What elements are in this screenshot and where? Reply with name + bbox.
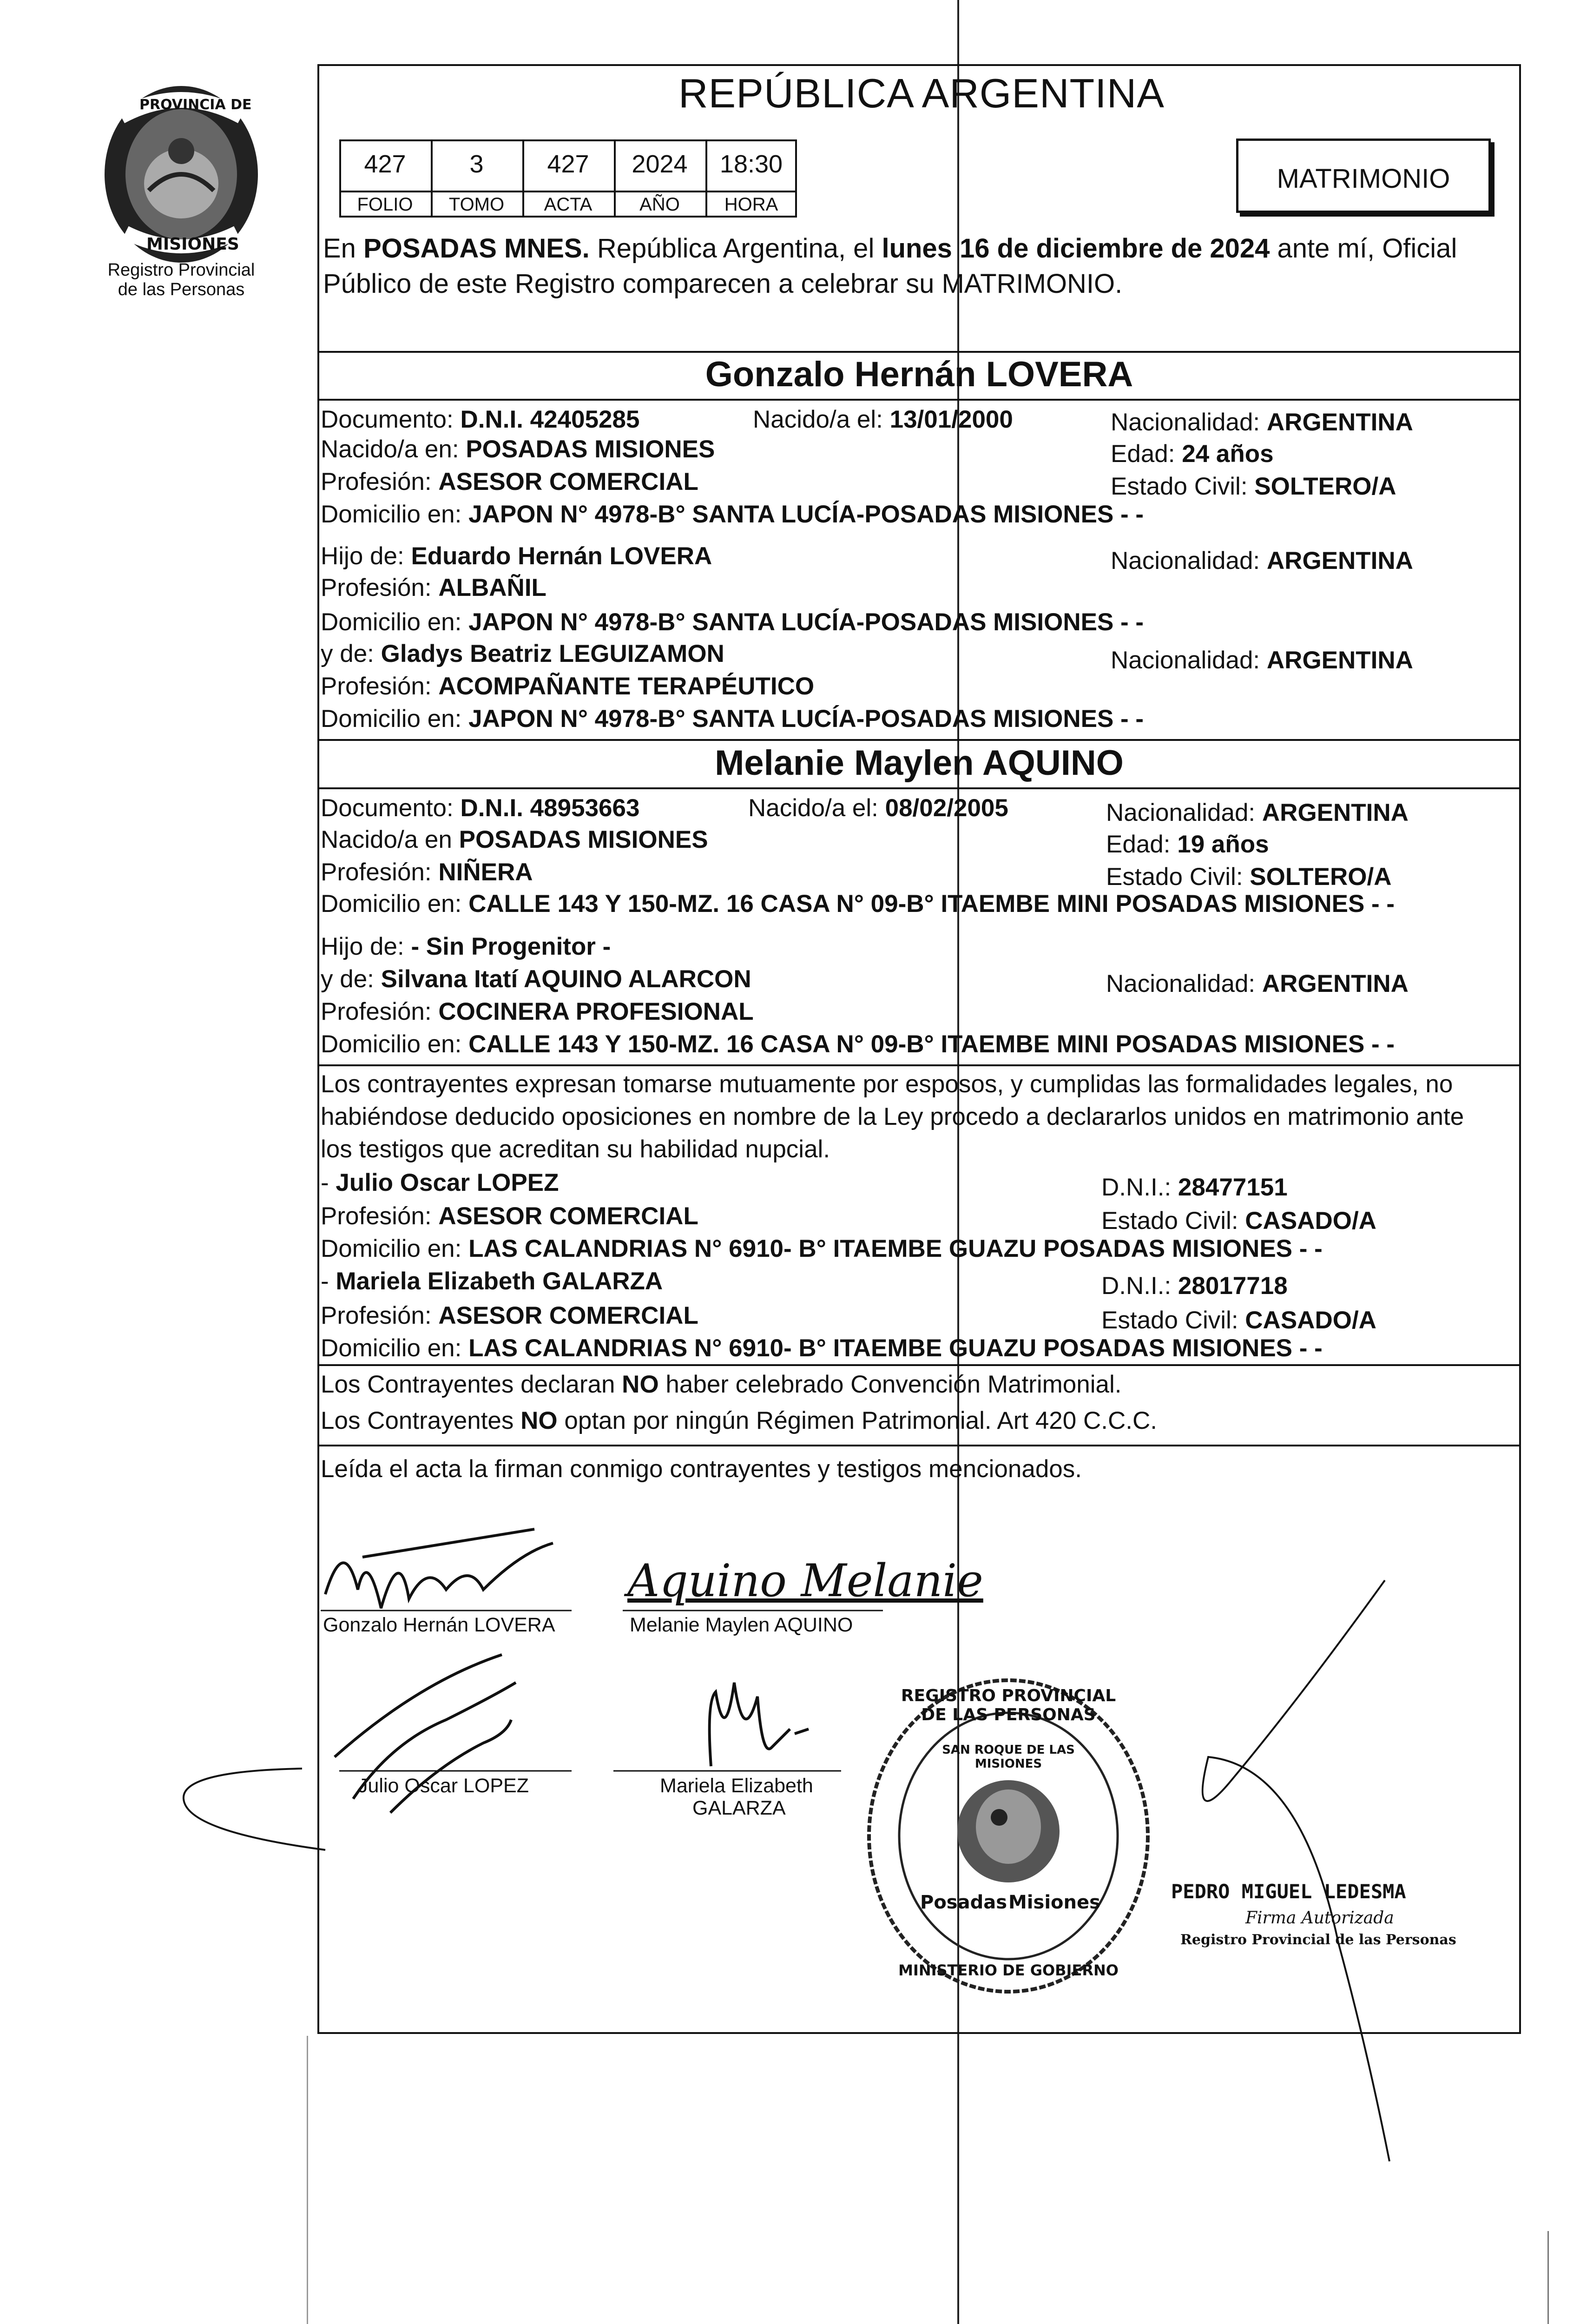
declaration-line-1: Los contrayentes expresan tomarse mutuamente por esposos, y cumplidas las formalidades legales, no xyxy=(321,1070,1453,1098)
stamp-ministry: MINISTERIO DE GOBIERNO xyxy=(898,1961,1119,1979)
witness1-signature-caption: Julio Oscar LOPEZ xyxy=(358,1775,529,1797)
conventions-line1-text-a: Los Contrayentes declaran xyxy=(321,1371,622,1398)
intro-line-2: Público de este Registro comparecen a celebrar su MATRIMONIO. xyxy=(323,269,1123,299)
spouse2-document xyxy=(321,794,639,823)
spouse2-father xyxy=(321,932,611,961)
conventions-line-1 xyxy=(321,1370,1121,1399)
witness1-civil-status xyxy=(1101,1207,1376,1235)
spouse2-birthplace-label: Nacido/a en xyxy=(321,826,459,853)
spouse2-mother-address-label: Domicilio en: xyxy=(321,1030,469,1058)
spouse1-father-profession-label: Profesión: xyxy=(321,574,439,601)
spouse1-father-label: Hijo de: xyxy=(321,542,411,570)
spouse2-mother-profession-value: COCINERA PROFESIONAL xyxy=(438,998,754,1025)
hora-value: 18:30 xyxy=(719,150,783,178)
spouse1-age-label: Edad: xyxy=(1111,440,1182,468)
witness1-dni-value: 28477151 xyxy=(1178,1174,1288,1201)
stamp-province: Misiones xyxy=(1008,1892,1100,1913)
spouse1-signature-caption: Gonzalo Hernán LOVERA xyxy=(323,1614,555,1636)
spouse1-top-rule xyxy=(317,351,1521,353)
spouse2-birthdate-value: 08/02/2005 xyxy=(885,794,1008,822)
spouse1-civil-status-value: SOLTERO/A xyxy=(1254,473,1396,500)
tomo-value: 3 xyxy=(469,150,484,178)
witness1-profession xyxy=(321,1202,698,1231)
spouse2-civil-status-value: SOLTERO/A xyxy=(1250,863,1392,891)
intro-date: lunes 16 de diciembre de 2024 xyxy=(882,233,1270,264)
witness1-address-value: LAS CALANDRIAS N° 6910- B° ITAEMBE GUAZU POSADAS MISIONES - - xyxy=(468,1235,1323,1262)
officer-stamp-name: PEDRO MIGUEL LEDESMA xyxy=(1171,1880,1406,1903)
spouse1-father-nationality-value: ARGENTINA xyxy=(1266,547,1413,574)
spouse2-top-rule xyxy=(317,739,1521,741)
witness1-address xyxy=(321,1235,1323,1263)
spouse2-father-name: - Sin Progenitor - xyxy=(411,933,611,960)
spouse1-nationality xyxy=(1111,408,1413,437)
spouse1-father xyxy=(321,542,712,571)
witness2-civil-status-value: CASADO/A xyxy=(1245,1307,1376,1334)
spouse1-age xyxy=(1111,440,1274,469)
spouse1-civil-status-label: Estado Civil: xyxy=(1111,473,1255,500)
conventions-top-rule xyxy=(317,1364,1521,1366)
conventions-line1-text-b: haber celebrado Convención Matrimonial. xyxy=(658,1371,1122,1398)
spouse2-document-value: D.N.I. 48953663 xyxy=(460,794,640,822)
spouse1-profession-label: Profesión: xyxy=(321,468,439,495)
witness2-signature-caption-1: Mariela Elizabeth xyxy=(660,1775,813,1797)
anio-value: 2024 xyxy=(632,150,688,178)
spouse1-profession xyxy=(321,468,698,496)
spouse1-address-label: Domicilio en: xyxy=(321,501,469,528)
spouse2-mother-nationality-value: ARGENTINA xyxy=(1262,970,1409,997)
conventions-line-2 xyxy=(321,1406,1157,1435)
spouse1-father-address-value: JAPON N° 4978-B° SANTA LUCÍA-POSADAS MISIONES - - xyxy=(468,608,1144,636)
spouse1-address-value: JAPON N° 4978-B° SANTA LUCÍA-POSADAS MISIONES - - xyxy=(468,501,1144,528)
spouse1-birthdate xyxy=(753,405,1013,434)
stamp-city: Posadas xyxy=(920,1892,1007,1913)
spouse1-father-profession-value: ALBAÑIL xyxy=(438,574,546,601)
spouse1-mother-name: Gladys Beatriz LEGUIZAMON xyxy=(381,640,724,667)
witness2-profession-label: Profesión: xyxy=(321,1302,439,1329)
spouse1-mother-address-value: JAPON N° 4978-B° SANTA LUCÍA-POSADAS MISIONES - - xyxy=(468,705,1144,733)
spouse1-mother-profession xyxy=(321,672,814,701)
spouse2-name-rule xyxy=(317,787,1521,789)
conventions-line2-text-a: Los Contrayentes xyxy=(321,1407,521,1434)
spouse1-document-label: Documento: xyxy=(321,406,461,433)
spouse2-profession-label: Profesión: xyxy=(321,858,439,886)
hora-label: HORA xyxy=(724,194,778,215)
spouse2-document-label: Documento: xyxy=(321,794,461,822)
declaration-line-2: habiéndose deducido oposiciones en nombre de la Ley procedo a declararlos unidos en matrimonio ante xyxy=(321,1103,1464,1130)
spouse2-name: Melanie Maylen AQUINO xyxy=(715,743,1124,783)
spouse2-profession-value: NIÑERA xyxy=(438,858,533,886)
witness2-civil-status xyxy=(1101,1306,1376,1335)
intro-place: POSADAS MNES. xyxy=(363,233,590,264)
spouse2-age-value: 19 años xyxy=(1177,831,1269,858)
spouse1-mother-profession-value: ACOMPAÑANTE TERAPÉUTICO xyxy=(438,673,815,700)
spouse2-mother-label: y de: xyxy=(321,965,381,993)
witness1-dni xyxy=(1101,1173,1288,1202)
witness1-dni-label: D.N.I.: xyxy=(1101,1174,1178,1201)
seal-text-bottom: MISIONES xyxy=(146,235,239,254)
spouse2-civil-status xyxy=(1106,863,1392,891)
spouse2-age-label: Edad: xyxy=(1106,831,1178,858)
spouse2-nationality-label: Nacionalidad: xyxy=(1106,799,1262,826)
witness1-civil-status-label: Estado Civil: xyxy=(1101,1207,1245,1235)
spouse1-mother xyxy=(321,640,724,668)
spouse2-address xyxy=(321,890,1395,918)
acta-label: ACTA xyxy=(544,194,592,215)
spouse2-signature-caption: Melanie Maylen AQUINO xyxy=(630,1614,853,1636)
witness2-address-label: Domicilio en: xyxy=(321,1334,469,1362)
witness2-name-value: Mariela Elizabeth GALARZA xyxy=(336,1268,663,1295)
declaration-line-3: los testigos que acreditan su habilidad nupcial. xyxy=(321,1136,830,1163)
spouse1-name: Gonzalo Hernán LOVERA xyxy=(705,355,1133,394)
spouse2-address-label: Domicilio en: xyxy=(321,890,469,918)
spouse2-age xyxy=(1106,830,1269,859)
registry-logo xyxy=(84,74,279,307)
witness1-name xyxy=(321,1169,559,1197)
spouse1-birthdate-label: Nacido/a el: xyxy=(753,406,890,433)
conventions-line1-no: NO xyxy=(622,1371,659,1398)
document-type-label: MATRIMONIO xyxy=(1277,164,1450,194)
spouse1-father-profession xyxy=(321,574,546,602)
spouse1-mother-address-label: Domicilio en: xyxy=(321,705,469,733)
logo-caption-line1: Registro Provincial xyxy=(107,260,255,280)
spouse1-mother-nationality-label: Nacionalidad: xyxy=(1111,647,1267,674)
spouse1-profession-value: ASESOR COMERCIAL xyxy=(438,468,698,495)
witness2-signature-caption-2: GALARZA xyxy=(692,1797,786,1819)
folio-label: FOLIO xyxy=(357,194,413,215)
spouse2-address-value: CALLE 143 Y 150-MZ. 16 CASA N° 09-B° ITAEMBE MINI POSADAS MISIONES - - xyxy=(468,890,1395,918)
anio-label: AÑO xyxy=(639,194,680,215)
witness1-civil-status-value: CASADO/A xyxy=(1245,1207,1376,1235)
spouse2-birthdate-label: Nacido/a el: xyxy=(748,794,885,822)
spouse2-father-label: Hijo de: xyxy=(321,933,411,960)
spouse2-nationality-value: ARGENTINA xyxy=(1262,799,1409,826)
spouse1-mother-nationality xyxy=(1111,646,1413,675)
spouse2-handwritten-signature: Aquino Melanie xyxy=(627,1555,983,1607)
declaration-top-rule xyxy=(317,1064,1521,1066)
spouse2-mother-profession-label: Profesión: xyxy=(321,998,439,1025)
spouse1-document xyxy=(321,405,639,434)
witness2-dni-value: 28017718 xyxy=(1178,1272,1288,1300)
witness1-profession-value: ASESOR COMERCIAL xyxy=(438,1202,698,1230)
spouse1-birthplace-value: POSADAS MISIONES xyxy=(466,436,715,463)
seal-text-top: PROVINCIA DE xyxy=(139,97,252,113)
left-margin-artifact xyxy=(307,2036,308,2324)
spouse1-nationality-value: ARGENTINA xyxy=(1266,409,1413,436)
folio-value: 427 xyxy=(364,150,406,178)
registry-table xyxy=(339,139,797,218)
spouse2-mother-address xyxy=(321,1030,1395,1059)
spouse2-mother-nationality-label: Nacionalidad: xyxy=(1106,970,1262,997)
spouse1-name-rule xyxy=(317,399,1521,401)
right-margin-artifact xyxy=(1547,2231,1549,2324)
spouse1-document-value: D.N.I. 42405285 xyxy=(460,406,640,433)
spouse2-civil-status-label: Estado Civil: xyxy=(1106,863,1250,891)
spouse1-birthplace xyxy=(321,435,715,464)
witness2-dni-label: D.N.I.: xyxy=(1101,1272,1178,1300)
witness2-civil-status-label: Estado Civil: xyxy=(1101,1307,1245,1334)
closing-top-rule xyxy=(317,1445,1521,1446)
witness2-name xyxy=(321,1267,663,1296)
officer-stamp-office: Registro Provincial de las Personas xyxy=(1180,1932,1456,1948)
spouse1-mother-profession-label: Profesión: xyxy=(321,673,439,700)
document-type-box xyxy=(1236,139,1491,213)
document-title: REPÚBLICA ARGENTINA xyxy=(678,70,1165,116)
witness1-address-label: Domicilio en: xyxy=(321,1235,469,1262)
acta-value: 427 xyxy=(547,150,589,178)
spouse1-father-address-label: Domicilio en: xyxy=(321,608,469,636)
spouse1-father-nationality-label: Nacionalidad: xyxy=(1111,547,1267,574)
spouse1-father-address xyxy=(321,608,1144,637)
witness1-profession-label: Profesión: xyxy=(321,1202,439,1230)
conventions-line2-no: NO xyxy=(520,1407,558,1434)
stamp-ring-text: REGISTRO PROVINCIAL DE LAS PERSONAS xyxy=(901,1686,1116,1724)
spouse1-nationality-label: Nacionalidad: xyxy=(1111,409,1267,436)
spouse1-mother-nationality-value: ARGENTINA xyxy=(1266,647,1413,674)
spouse2-nationality xyxy=(1106,799,1409,827)
spouse1-birthdate-value: 13/01/2000 xyxy=(889,406,1013,433)
spouse2-mother-name: Silvana Itatí AQUINO ALARCON xyxy=(381,965,751,993)
witness2-address xyxy=(321,1334,1323,1363)
spouse1-father-name: Eduardo Hernán LOVERA xyxy=(411,542,712,570)
intro-line-1 xyxy=(323,232,1457,265)
witness2-address-value: LAS CALANDRIAS N° 6910- B° ITAEMBE GUAZU POSADAS MISIONES - - xyxy=(468,1334,1323,1362)
spouse1-birthplace-label: Nacido/a en: xyxy=(321,436,466,463)
witness2-profession-value: ASESOR COMERCIAL xyxy=(438,1302,698,1329)
spouse1-mother-address xyxy=(321,705,1144,733)
witness1-signature-hook xyxy=(184,1769,325,1850)
officer-stamp-role: Firma Autorizada xyxy=(1245,1908,1394,1928)
intro-text-2: República Argentina, el xyxy=(589,233,882,264)
stamp-inner-text: SAN ROQUE DE LAS MISIONES xyxy=(942,1743,1075,1771)
logo-caption-line2: de las Personas xyxy=(118,280,245,299)
witness2-profession xyxy=(321,1301,698,1330)
witness1-name-value: Julio Oscar LOPEZ xyxy=(336,1169,559,1196)
registry-table-divider xyxy=(339,191,797,192)
official-stamp xyxy=(860,1673,1157,1999)
spouse2-mother-profession xyxy=(321,997,754,1026)
spouse1-address xyxy=(321,500,1144,529)
closing-statement: Leída el acta la firman conmigo contrayentes y testigos mencionados. xyxy=(321,1455,1082,1483)
spouse2-birthplace xyxy=(321,825,708,854)
intro-text-3: ante mí, Oficial xyxy=(1270,233,1457,264)
spouse2-mother-nationality xyxy=(1106,970,1409,998)
conventions-line2-text-b: optan por ningún Régimen Patrimonial. Art 420 C.C.C. xyxy=(557,1407,1157,1434)
intro-text-1: En xyxy=(323,233,364,264)
spouse1-age-value: 24 años xyxy=(1182,440,1274,468)
spouse2-profession xyxy=(321,858,533,887)
witness2-prefix: - xyxy=(321,1268,336,1295)
spouse2-birthdate xyxy=(748,794,1008,823)
spouse2-mother-address-value: CALLE 143 Y 150-MZ. 16 CASA N° 09-B° ITAEMBE MINI POSADAS MISIONES - - xyxy=(468,1030,1395,1058)
spouse1-mother-label: y de: xyxy=(321,640,381,667)
spouse2-birthplace-value: POSADAS MISIONES xyxy=(459,826,708,853)
witness1-prefix: - xyxy=(321,1169,336,1196)
spouse1-civil-status xyxy=(1111,472,1396,501)
spouse2-mother xyxy=(321,965,751,994)
witness2-dni xyxy=(1101,1272,1288,1301)
tomo-label: TOMO xyxy=(448,194,505,215)
spouse1-father-nationality xyxy=(1111,547,1413,575)
